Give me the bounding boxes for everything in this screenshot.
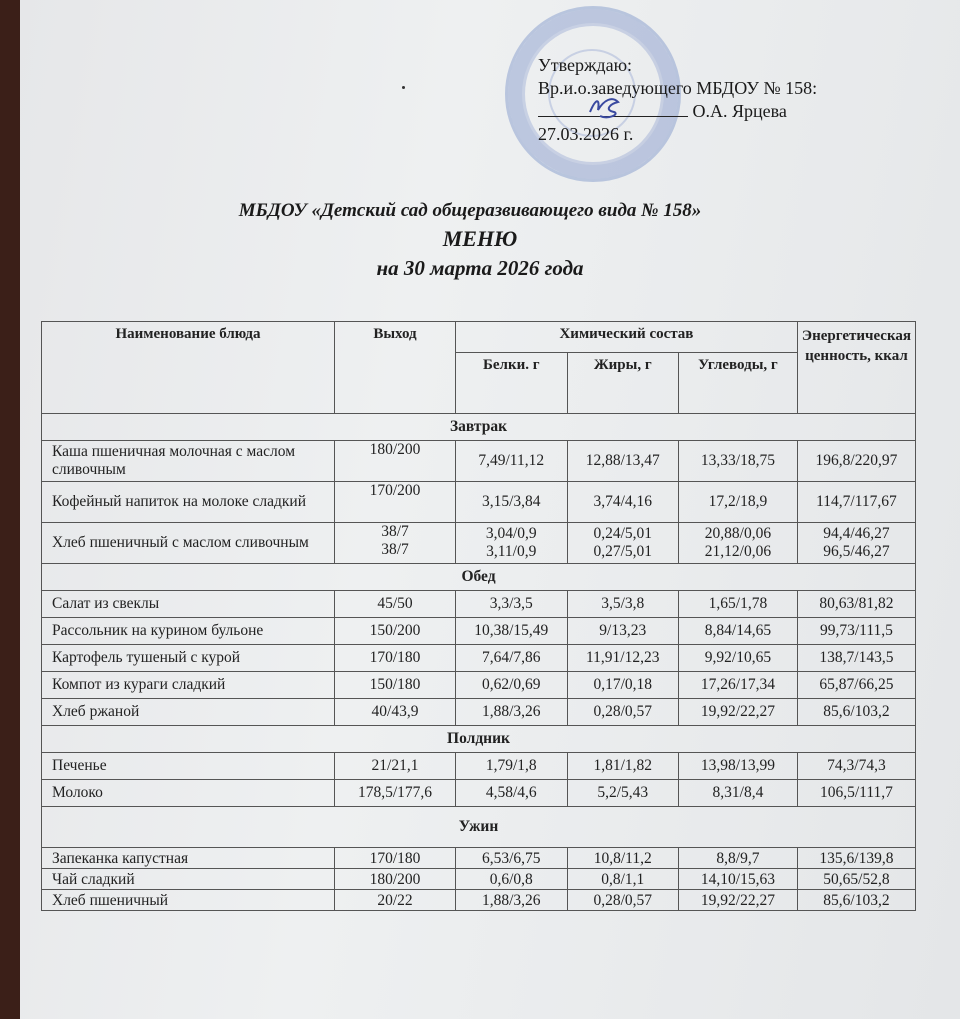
table-row bbox=[42, 890, 916, 911]
cell-dish: Хлеб пшеничный с маслом сливочным bbox=[42, 523, 335, 564]
cell-output: 150/180 bbox=[335, 672, 456, 699]
cell-dish: Чай сладкий bbox=[42, 869, 335, 890]
cell-carbs: 8,84/14,65 bbox=[679, 618, 798, 645]
cell-fat: 3,74/4,16 bbox=[567, 482, 679, 523]
section-row bbox=[42, 807, 916, 848]
section-title: Обед bbox=[42, 564, 916, 591]
cell-fat: 10,8/11,2 bbox=[567, 848, 679, 869]
cell-dish: Печенье bbox=[42, 753, 335, 780]
cell-energy: 80,63/81,82 bbox=[797, 591, 915, 618]
cell-fat: 5,2/5,43 bbox=[567, 780, 679, 807]
table-row bbox=[42, 591, 916, 618]
organization-name: МБДОУ «Детский сад общеразвивающего вида № 158» bbox=[238, 200, 702, 221]
cell-dish: Хлеб ржаной bbox=[42, 699, 335, 726]
menu-body bbox=[42, 414, 916, 911]
cell-energy: 74,3/74,3 bbox=[797, 753, 915, 780]
cell-protein: 3,04/0,9 3,11/0,9 bbox=[456, 523, 568, 564]
menu-date: на 30 марта 2026 года bbox=[376, 256, 584, 280]
table-row bbox=[42, 848, 916, 869]
table-row bbox=[42, 699, 916, 726]
ink-dot bbox=[402, 86, 405, 89]
cell-protein: 7,49/11,12 bbox=[456, 441, 568, 482]
cell-carbs: 13,33/18,75 bbox=[679, 441, 798, 482]
cell-energy: 196,8/220,97 bbox=[797, 441, 915, 482]
cell-fat: 0,28/0,57 bbox=[567, 890, 679, 911]
header-energy: Энергетическая ценность, ккал bbox=[797, 322, 915, 414]
table-row bbox=[42, 753, 916, 780]
approval-block bbox=[538, 54, 817, 146]
cell-energy: 85,6/103,2 bbox=[797, 890, 915, 911]
cell-energy: 114,7/117,67 bbox=[797, 482, 915, 523]
approval-label: Утверждаю: bbox=[538, 55, 633, 75]
cell-dish: Хлеб пшеничный bbox=[42, 890, 335, 911]
menu-table bbox=[41, 321, 916, 911]
table-row bbox=[42, 482, 916, 523]
cell-energy: 138,7/143,5 bbox=[797, 645, 915, 672]
cell-carbs: 20,88/0,06 21,12/0,06 bbox=[679, 523, 798, 564]
cell-fat: 3,5/3,8 bbox=[567, 591, 679, 618]
section-row bbox=[42, 564, 916, 591]
header-carbs: Углеводы, г bbox=[679, 353, 798, 414]
cell-output: 180/200 bbox=[335, 441, 456, 482]
table-row bbox=[42, 618, 916, 645]
cell-protein: 3,15/3,84 bbox=[456, 482, 568, 523]
cell-dish: Запеканка капустная bbox=[42, 848, 335, 869]
table-row bbox=[42, 869, 916, 890]
table-row bbox=[42, 523, 916, 564]
cell-fat: 9/13,23 bbox=[567, 618, 679, 645]
section-row bbox=[42, 414, 916, 441]
cell-carbs: 8,31/8,4 bbox=[679, 780, 798, 807]
header-dish: Наименование блюда bbox=[42, 322, 335, 414]
cell-fat: 12,88/13,47 bbox=[567, 441, 679, 482]
cell-output: 38/7 38/7 bbox=[335, 523, 456, 564]
header-protein: Белки. г bbox=[456, 353, 568, 414]
table-row bbox=[42, 672, 916, 699]
cell-carbs: 17,2/18,9 bbox=[679, 482, 798, 523]
table-row bbox=[42, 441, 916, 482]
section-row bbox=[42, 726, 916, 753]
cell-dish: Салат из свеклы bbox=[42, 591, 335, 618]
cell-dish: Каша пшеничная молочная с маслом сливочным bbox=[42, 441, 335, 482]
cell-energy: 135,6/139,8 bbox=[797, 848, 915, 869]
section-title: Полдник bbox=[42, 726, 916, 753]
cell-fat: 0,24/5,01 0,27/5,01 bbox=[567, 523, 679, 564]
section-title: Завтрак bbox=[42, 414, 916, 441]
cell-energy: 65,87/66,25 bbox=[797, 672, 915, 699]
cell-energy: 99,73/111,5 bbox=[797, 618, 915, 645]
approval-date: 27.03.2026 г. bbox=[538, 124, 634, 144]
cell-output: 20/22 bbox=[335, 890, 456, 911]
cell-output: 170/200 bbox=[335, 482, 456, 523]
cell-output: 40/43,9 bbox=[335, 699, 456, 726]
table-row bbox=[42, 780, 916, 807]
header-chem: Химический состав bbox=[456, 322, 798, 353]
approval-signature-line bbox=[538, 100, 817, 123]
cell-protein: 3,3/3,5 bbox=[456, 591, 568, 618]
section-title: Ужин bbox=[42, 807, 916, 848]
cell-carbs: 19,92/22,27 bbox=[679, 699, 798, 726]
cell-energy: 85,6/103,2 bbox=[797, 699, 915, 726]
cell-carbs: 13,98/13,99 bbox=[679, 753, 798, 780]
cell-fat: 0,28/0,57 bbox=[567, 699, 679, 726]
cell-protein: 4,58/4,6 bbox=[456, 780, 568, 807]
cell-protein: 1,79/1,8 bbox=[456, 753, 568, 780]
cell-fat: 0,8/1,1 bbox=[567, 869, 679, 890]
cell-protein: 1,88/3,26 bbox=[456, 890, 568, 911]
signature-line bbox=[538, 100, 688, 117]
cell-dish: Кофейный напиток на молоке сладкий bbox=[42, 482, 335, 523]
cell-energy: 106,5/111,7 bbox=[797, 780, 915, 807]
cell-dish: Компот из кураги сладкий bbox=[42, 672, 335, 699]
cell-fat: 1,81/1,82 bbox=[567, 753, 679, 780]
cell-carbs: 9,92/10,65 bbox=[679, 645, 798, 672]
cell-fat: 11,91/12,23 bbox=[567, 645, 679, 672]
cell-protein: 7,64/7,86 bbox=[456, 645, 568, 672]
approval-position: Вр.и.о.заведующего МБДОУ № 158: bbox=[538, 78, 818, 98]
cell-energy: 94,4/46,27 96,5/46,27 bbox=[797, 523, 915, 564]
header-output: Выход bbox=[335, 322, 456, 414]
cell-carbs: 8,8/9,7 bbox=[679, 848, 798, 869]
cell-output: 180/200 bbox=[335, 869, 456, 890]
header-fat: Жиры, г bbox=[567, 353, 679, 414]
document-title-block bbox=[0, 198, 960, 282]
cell-carbs: 1,65/1,78 bbox=[679, 591, 798, 618]
cell-output: 170/180 bbox=[335, 848, 456, 869]
cell-dish: Картофель тушеный с курой bbox=[42, 645, 335, 672]
cell-protein: 0,62/0,69 bbox=[456, 672, 568, 699]
cell-output: 150/200 bbox=[335, 618, 456, 645]
cell-output: 178,5/177,6 bbox=[335, 780, 456, 807]
cell-protein: 1,88/3,26 bbox=[456, 699, 568, 726]
cell-protein: 10,38/15,49 bbox=[456, 618, 568, 645]
signer-name: О.А. Ярцева bbox=[692, 101, 787, 121]
signature-icon bbox=[586, 94, 626, 120]
cell-carbs: 19,92/22,27 bbox=[679, 890, 798, 911]
cell-carbs: 17,26/17,34 bbox=[679, 672, 798, 699]
cell-dish: Молоко bbox=[42, 780, 335, 807]
cell-dish: Рассольник на курином бульоне bbox=[42, 618, 335, 645]
cell-output: 170/180 bbox=[335, 645, 456, 672]
cell-carbs: 14,10/15,63 bbox=[679, 869, 798, 890]
table-row bbox=[42, 645, 916, 672]
cell-protein: 0,6/0,8 bbox=[456, 869, 568, 890]
page-title: МЕНЮ bbox=[442, 226, 518, 251]
cell-output: 21/21,1 bbox=[335, 753, 456, 780]
cell-fat: 0,17/0,18 bbox=[567, 672, 679, 699]
cell-protein: 6,53/6,75 bbox=[456, 848, 568, 869]
cell-output: 45/50 bbox=[335, 591, 456, 618]
cell-energy: 50,65/52,8 bbox=[797, 869, 915, 890]
